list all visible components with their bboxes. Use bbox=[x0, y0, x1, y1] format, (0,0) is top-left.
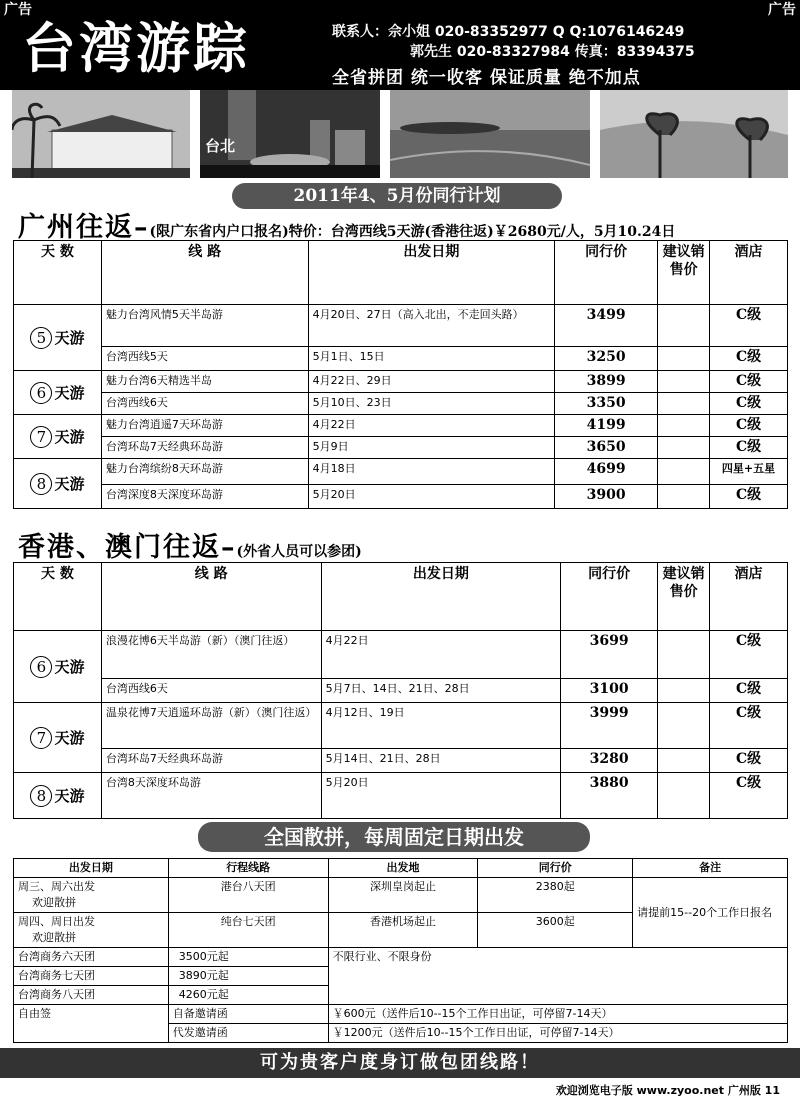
free-desc: ￥1200元（送件后10--15个工作日出证，可停留7-14天） bbox=[328, 1024, 787, 1043]
plan-banner: 2011年4、5月份同行计划 bbox=[232, 183, 562, 209]
hotel-cell: C级 bbox=[710, 679, 788, 703]
price-cell: 4199 bbox=[555, 415, 658, 437]
gz-section-title bbox=[18, 205, 675, 244]
date-cell: 5月20日 bbox=[308, 485, 555, 509]
hotel-cell: C级 bbox=[710, 371, 788, 393]
day-number-badge: 5 bbox=[30, 327, 52, 349]
contact-line-2: 郭先生 020-83327984 传真：83394375 bbox=[410, 44, 695, 60]
day-number-badge: 6 bbox=[30, 382, 52, 404]
route-cell: 温泉花博7天逍遥环岛游（新）（澳门往返） bbox=[101, 703, 321, 749]
table-row bbox=[14, 415, 788, 437]
days-cell bbox=[14, 459, 102, 509]
day-label: 天游 bbox=[54, 383, 85, 402]
table-row bbox=[14, 1005, 788, 1024]
biz-price: 3890元起 bbox=[168, 967, 328, 986]
biz-name: 台湾商务八天团 bbox=[14, 986, 169, 1005]
table-row bbox=[14, 948, 788, 967]
price-cell: 3880 bbox=[561, 773, 658, 819]
date-cell: 5月20日 bbox=[321, 773, 561, 819]
route-cell: 魅力台湾缤纷8天环岛游 bbox=[101, 459, 308, 485]
price-cell: 3900 bbox=[555, 485, 658, 509]
photo-trees bbox=[600, 90, 788, 178]
hotel-cell: C级 bbox=[710, 773, 788, 819]
price-cell: 3999 bbox=[561, 703, 658, 749]
gz-col-date: 出发日期 bbox=[308, 241, 555, 305]
weekly-date: 周三、周六出发 bbox=[18, 880, 95, 893]
days-cell bbox=[14, 703, 102, 773]
date-cell: 4月22日 bbox=[308, 415, 555, 437]
footer-slogan: 可为贵客户度身订做包团线路！ bbox=[0, 1048, 800, 1078]
days-cell bbox=[14, 371, 102, 415]
weekly-date-cell bbox=[14, 913, 169, 948]
day-label: 天游 bbox=[54, 328, 85, 347]
retail-cell bbox=[658, 437, 710, 459]
date-cell: 4月22日、29日 bbox=[308, 371, 555, 393]
table-row bbox=[14, 878, 788, 913]
date-cell: 4月12日、19日 bbox=[321, 703, 561, 749]
free-desc: ￥600元（送件后10--15个工作日出证，可停留7-14天） bbox=[328, 1005, 787, 1024]
retail-cell bbox=[658, 415, 710, 437]
date-cell: 4月22日 bbox=[321, 631, 561, 679]
gz-col-price: 同行价 bbox=[555, 241, 658, 305]
hotel-cell: C级 bbox=[710, 485, 788, 509]
biz-name: 台湾商务七天团 bbox=[14, 967, 169, 986]
weekly-route: 港台八天团 bbox=[168, 878, 328, 913]
route-cell: 浪漫花博6天半岛游（新）（澳门往返） bbox=[101, 631, 321, 679]
retail-cell bbox=[658, 631, 710, 679]
retail-cell bbox=[658, 459, 710, 485]
hotel-cell: C级 bbox=[710, 347, 788, 371]
gz-note: (限广东省内户口报名)特价：台湾西线5天游(香港往返)￥2680元/人，5月10.24日 bbox=[149, 224, 676, 240]
weekly-col-remark: 备注 bbox=[633, 859, 788, 878]
date-cell: 4月20日、27日（高入北出，不走回头路） bbox=[308, 305, 555, 347]
free-type: 代发邀请函 bbox=[168, 1024, 328, 1043]
retail-cell bbox=[658, 773, 710, 819]
day-label: 天游 bbox=[54, 427, 85, 446]
hk-note: (外省人员可以参团) bbox=[236, 544, 362, 560]
date-cell: 5月10日、23日 bbox=[308, 393, 555, 415]
route-cell: 魅力台湾6天精选半岛 bbox=[101, 371, 308, 393]
weekly-price: 3600起 bbox=[478, 913, 633, 948]
days-cell bbox=[14, 415, 102, 459]
retail-cell bbox=[658, 393, 710, 415]
retail-cell bbox=[658, 703, 710, 749]
weekly-remark: 请提前15--20个工作日报名 bbox=[633, 878, 788, 948]
table-row bbox=[14, 305, 788, 347]
hotel-cell: 四星+五星 bbox=[710, 459, 788, 485]
table-row bbox=[14, 371, 788, 393]
day-number-badge: 8 bbox=[30, 473, 52, 495]
photo-caption: 台北 bbox=[205, 137, 236, 155]
gz-title: 广州往返– bbox=[18, 212, 150, 243]
weekly-from: 香港机场起止 bbox=[328, 913, 478, 948]
day-number-badge: 8 bbox=[30, 785, 52, 807]
route-cell: 台湾8天深度环岛游 bbox=[101, 773, 321, 819]
free-type: 自备邀请函 bbox=[168, 1005, 328, 1024]
day-label: 天游 bbox=[54, 786, 85, 805]
table-row bbox=[14, 773, 788, 819]
date-cell: 5月14日、21日、28日 bbox=[321, 749, 561, 773]
hk-table bbox=[13, 562, 788, 819]
weekly-price: 2380起 bbox=[478, 878, 633, 913]
day-number-badge: 7 bbox=[30, 727, 52, 749]
photo-taipei-city bbox=[200, 90, 380, 178]
weekly-banner: 全国散拼，每周固定日期出发 bbox=[198, 822, 590, 852]
route-cell: 魅力台湾风情5天半岛游 bbox=[101, 305, 308, 347]
gz-col-route: 线 路 bbox=[101, 241, 308, 305]
weekly-from: 深圳皇岗起止 bbox=[328, 878, 478, 913]
hk-col-days: 天 数 bbox=[14, 563, 102, 631]
date-cell: 4月18日 bbox=[308, 459, 555, 485]
contact-line-1: 联系人：佘小姐 020-83352977 Q Q:1076146249 bbox=[332, 24, 685, 40]
table-row bbox=[14, 393, 788, 415]
day-number-badge: 6 bbox=[30, 656, 52, 678]
weekly-col-date: 出发日期 bbox=[14, 859, 169, 878]
table-row bbox=[14, 459, 788, 485]
retail-cell bbox=[658, 347, 710, 371]
date-cell: 5月1日、15日 bbox=[308, 347, 555, 371]
days-cell bbox=[14, 773, 102, 819]
retail-cell bbox=[658, 749, 710, 773]
hk-col-retail: 建议销售价 bbox=[658, 563, 710, 631]
hk-col-hotel: 酒店 bbox=[710, 563, 788, 631]
price-cell: 3350 bbox=[555, 393, 658, 415]
weekly-route: 纯台七天团 bbox=[168, 913, 328, 948]
price-cell: 3699 bbox=[561, 631, 658, 679]
hk-col-route: 线 路 bbox=[101, 563, 321, 631]
hotel-cell: C级 bbox=[710, 415, 788, 437]
table-row bbox=[14, 703, 788, 749]
date-cell: 5月9日 bbox=[308, 437, 555, 459]
ad-label-right: 广告 bbox=[764, 0, 800, 20]
price-cell: 3250 bbox=[555, 347, 658, 371]
route-cell: 台湾环岛7天经典环岛游 bbox=[101, 437, 308, 459]
route-cell: 魅力台湾逍遥7天环岛游 bbox=[101, 415, 308, 437]
biz-note: 不限行业、不限身份 bbox=[328, 948, 787, 1005]
photo-palace bbox=[12, 90, 190, 178]
date-cell: 5月7日、14日、21日、28日 bbox=[321, 679, 561, 703]
weekly-col-route: 行程线路 bbox=[168, 859, 328, 878]
hk-title: 香港、澳门往返– bbox=[18, 532, 237, 563]
hotel-cell: C级 bbox=[710, 749, 788, 773]
weekly-sub: 欢迎散拼 bbox=[32, 931, 76, 944]
days-cell bbox=[14, 305, 102, 371]
table-row bbox=[14, 347, 788, 371]
price-cell: 3280 bbox=[561, 749, 658, 773]
price-cell: 3650 bbox=[555, 437, 658, 459]
hk-section-title bbox=[18, 525, 362, 564]
retail-cell bbox=[658, 305, 710, 347]
weekly-date-cell bbox=[14, 878, 169, 913]
weekly-col-from: 出发地 bbox=[328, 859, 478, 878]
days-cell bbox=[14, 631, 102, 703]
table-row bbox=[14, 437, 788, 459]
table-row bbox=[14, 631, 788, 679]
weekly-table bbox=[13, 858, 788, 1043]
table-row bbox=[14, 679, 788, 703]
retail-cell bbox=[658, 485, 710, 509]
route-cell: 台湾西线6天 bbox=[101, 679, 321, 703]
weekly-col-price: 同行价 bbox=[478, 859, 633, 878]
weekly-sub: 欢迎散拼 bbox=[32, 896, 76, 909]
hotel-cell: C级 bbox=[710, 305, 788, 347]
route-cell: 台湾西线5天 bbox=[101, 347, 308, 371]
gz-table bbox=[13, 240, 788, 509]
route-cell: 台湾环岛7天经典环岛游 bbox=[101, 749, 321, 773]
hotel-cell: C级 bbox=[710, 631, 788, 679]
hotel-cell: C级 bbox=[710, 437, 788, 459]
hk-col-price: 同行价 bbox=[561, 563, 658, 631]
day-number-badge: 7 bbox=[30, 426, 52, 448]
retail-cell bbox=[658, 371, 710, 393]
gz-col-retail: 建议销售价 bbox=[658, 241, 710, 305]
price-cell: 3499 bbox=[555, 305, 658, 347]
price-cell: 4699 bbox=[555, 459, 658, 485]
ad-label-left: 广告 bbox=[0, 0, 36, 20]
price-cell: 3899 bbox=[555, 371, 658, 393]
slogan: 全省拼团 统一收客 保证质量 绝不加点 bbox=[332, 68, 641, 88]
route-cell: 台湾深度8天深度环岛游 bbox=[101, 485, 308, 509]
hotel-cell: C级 bbox=[710, 393, 788, 415]
biz-price: 3500元起 bbox=[168, 948, 328, 967]
retail-cell bbox=[658, 679, 710, 703]
page-footer: 欢迎浏览电子版 www.zyoo.net 广州版 11 bbox=[555, 1084, 780, 1097]
biz-price: 4260元起 bbox=[168, 986, 328, 1005]
day-label: 天游 bbox=[54, 474, 85, 493]
photo-lake bbox=[390, 90, 590, 178]
gz-col-hotel: 酒店 bbox=[710, 241, 788, 305]
route-cell: 台湾西线6天 bbox=[101, 393, 308, 415]
biz-name: 台湾商务六天团 bbox=[14, 948, 169, 967]
brand-title: 台湾游踪 bbox=[22, 16, 250, 80]
gz-col-days: 天 数 bbox=[14, 241, 102, 305]
table-row bbox=[14, 485, 788, 509]
day-label: 天游 bbox=[54, 657, 85, 676]
day-label: 天游 bbox=[54, 728, 85, 747]
hotel-cell: C级 bbox=[710, 703, 788, 749]
weekly-date: 周四、周日出发 bbox=[18, 915, 95, 928]
table-row bbox=[14, 749, 788, 773]
hk-col-date: 出发日期 bbox=[321, 563, 561, 631]
price-cell: 3100 bbox=[561, 679, 658, 703]
free-visa-label: 自由签 bbox=[14, 1005, 169, 1043]
